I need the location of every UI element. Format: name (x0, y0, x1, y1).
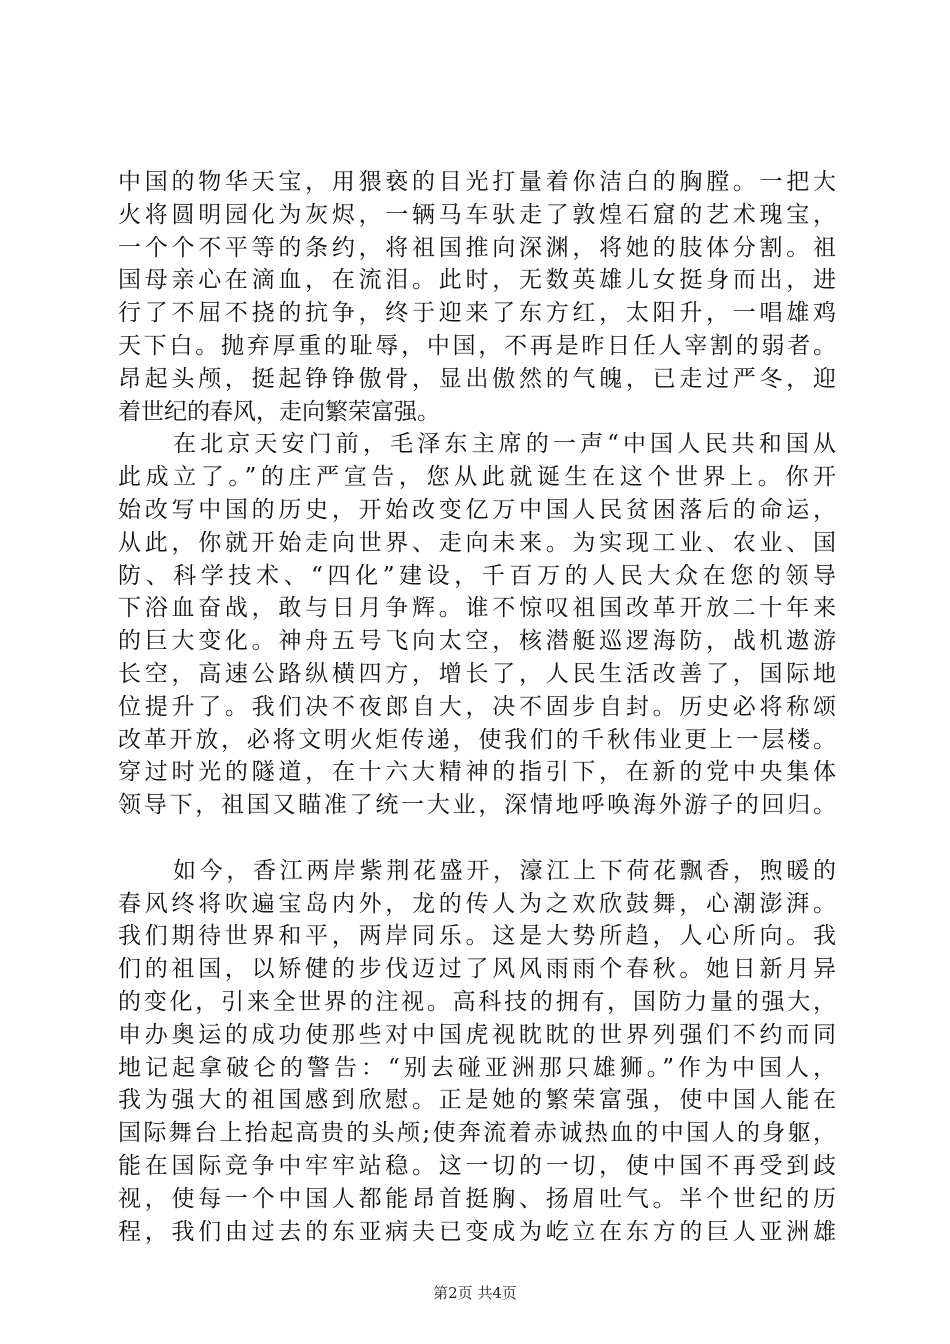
text-line: 火将圆明园化为灰烬，一辆马车驮走了敦煌石窟的艺术瑰宝， (118, 201, 836, 228)
paragraph-spacer (118, 822, 836, 855)
text-line: 在北京天安门前，毛泽东主席的一声“中国人民共和国从 (173, 431, 836, 458)
text-line: 的巨大变化。神舟五号飞向太空，核潜艇巡逻海防，战机遨游 (118, 628, 836, 655)
paragraph-2 (118, 428, 836, 822)
text-line: 的变化，引来全世界的注视。高科技的拥有，国防力量的强大， (118, 988, 836, 1015)
text-line: 此成立了。”的庄严宣告，您从此就诞生在这个世界上。你开 (118, 464, 836, 491)
text-line: 一个个不平等的条约，将祖国推向深渊，将她的肢体分割。祖 (118, 234, 836, 261)
text-line: 我为强大的祖国感到欣慰。正是她的繁荣富强，使中国人能在 (118, 1087, 836, 1114)
text-line: 能在国际竞争中牢牢站稳。这一切的一切，使中国不再受到歧 (118, 1152, 836, 1179)
text-line: 地记起拿破仑的警告：“别去碰亚洲那只雄狮。”作为中国人， (118, 1054, 836, 1081)
page-footer (0, 1282, 950, 1303)
text-line: 申办奥运的成功使那些对中国虎视眈眈的世界列强们不约而同 (118, 1021, 836, 1048)
text-line: 始改写中国的历史，开始改变亿万中国人民贫困落后的命运， (118, 496, 836, 523)
text-line: 国际舞台上抬起高贵的头颅;使奔流着赤诚热血的中国人的身躯， (118, 1120, 836, 1147)
text-line: 从此，你就开始走向世界、走向未来。为实现工业、农业、国 (118, 529, 836, 556)
paragraph-1 (118, 166, 836, 428)
text-line: 国母亲心在滴血，在流泪。此时，无数英雄儿女挺身而出，进 (118, 267, 836, 294)
text-line: 改革开放，必将文明火炬传递，使我们的千秋伟业更上一层楼。 (118, 726, 836, 753)
text-line: 昂起头颅，挺起铮铮傲骨，显出傲然的气魄，已走过严冬，迎 (118, 365, 836, 392)
text-line: 长空，高速公路纵横四方，增长了，人民生活改善了，国际地 (118, 660, 836, 687)
body-text (118, 166, 836, 1248)
paragraph-3 (118, 855, 836, 1249)
text-line: 下浴血奋战，敢与日月争辉。谁不惊叹祖国改革开放二十年来 (118, 595, 836, 622)
text-line: 我们期待世界和平，两岸同乐。这是大势所趋，人心所向。我 (118, 923, 836, 950)
text-line: 着世纪的春风，走向繁荣富强。 (118, 398, 440, 425)
text-line: 位提升了。我们决不夜郎自大，决不固步自封。历史必将称颂 (118, 693, 836, 720)
text-line: 如今，香江两岸紫荆花盛开，濠江上下荷花飘香，煦暖的 (173, 857, 836, 884)
text-line: 天下白。抛弃厚重的耻辱，中国，不再是昨日任人宰割的弱者。 (118, 332, 836, 359)
text-line: 程，我们由过去的东亚病夫已变成为屹立在东方的巨人亚洲雄 (118, 1218, 836, 1245)
text-line: 们的祖国，以矫健的步伐迈过了风风雨雨个春秋。她日新月异 (118, 956, 836, 983)
text-line: 穿过时光的隧道，在十六大精神的指引下，在新的党中央集体 (118, 759, 836, 786)
text-line: 视，使每一个中国人都能昂首挺胸、扬眉吐气。半个世纪的历 (118, 1185, 836, 1212)
text-line: 行了不屈不挠的抗争，终于迎来了东方红，太阳升，一唱雄鸡 (118, 300, 836, 327)
text-line: 春风终将吹遍宝岛内外，龙的传人为之欢欣鼓舞，心潮澎湃。 (118, 890, 836, 917)
text-line: 防、科学技术、“四化”建设，千百万的人民大众在您的领导 (118, 562, 836, 589)
text-line: 领导下，祖国又瞄准了统一大业，深情地呼唤海外游子的回归。 (118, 792, 836, 819)
page-indicator: 第2页 共4页 (433, 1284, 517, 1302)
text-line: 中国的物华天宝，用猥亵的目光打量着你洁白的胸膛。一把大 (118, 169, 836, 195)
